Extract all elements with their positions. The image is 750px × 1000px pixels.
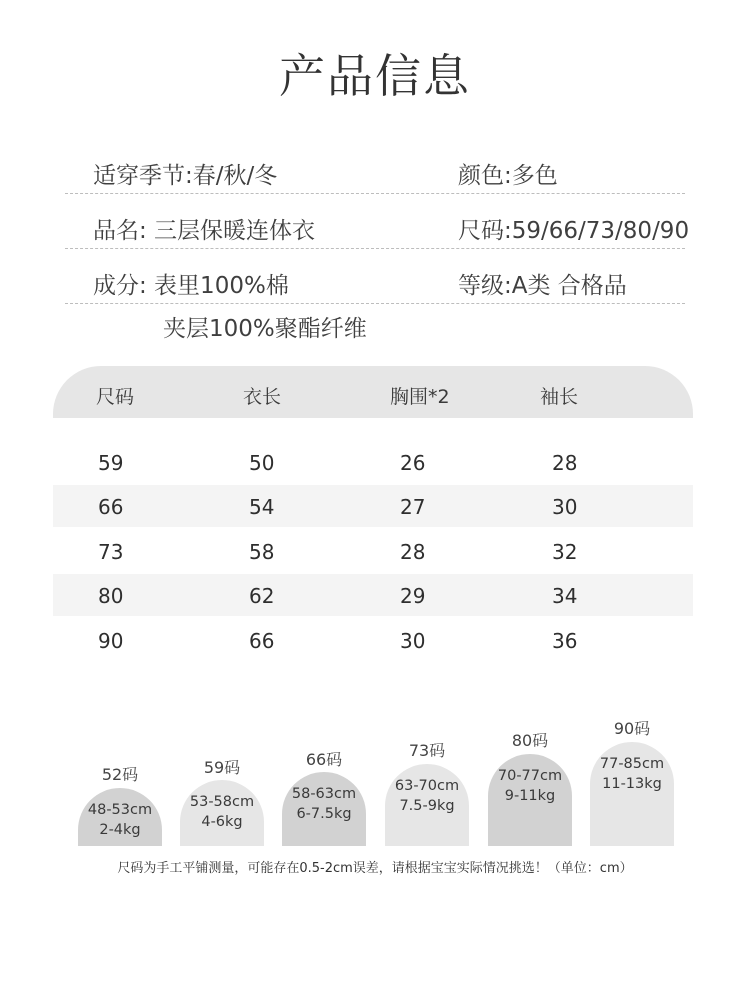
cell-size: 73	[98, 540, 124, 564]
cell-length: 54	[249, 495, 275, 519]
cell-size: 66	[98, 495, 124, 519]
size-guide-range: 70-77cm	[497, 768, 563, 784]
size-guide-arch	[78, 788, 162, 846]
size-guide-arch	[385, 764, 469, 846]
size-guide-weight: 4-6kg	[201, 814, 243, 830]
size-guide-label: 80码	[511, 731, 549, 750]
cell-length: 66	[249, 629, 275, 653]
cell-sleeve: 36	[552, 629, 578, 653]
info-row-season-color	[65, 157, 685, 194]
cell-chest: 28	[400, 540, 426, 564]
size-guide-arch	[282, 772, 366, 846]
size-guide-weight: 2-4kg	[99, 822, 141, 838]
table-row	[53, 530, 693, 572]
table-row	[53, 441, 693, 483]
cell-length: 62	[249, 584, 275, 608]
cell-length: 50	[249, 451, 275, 475]
table-row	[53, 485, 693, 527]
size-guide-arch	[488, 754, 572, 846]
header-chest: 胸围*2	[390, 386, 450, 408]
cell-size: 90	[98, 629, 124, 653]
info-row-name-sizes	[65, 212, 690, 249]
size-guide-arch	[590, 742, 674, 846]
size-guide-range: 48-53cm	[87, 802, 153, 818]
size-guide-label: 59码	[203, 758, 241, 777]
header-length: 衣长	[243, 386, 282, 408]
cell-sleeve: 32	[552, 540, 578, 564]
size-guide-label: 90码	[613, 719, 651, 738]
season-text: 适穿季节:春/秋/冬	[93, 163, 278, 189]
cell-sleeve: 30	[552, 495, 578, 519]
size-guide-weight: 6-7.5kg	[296, 806, 352, 822]
cell-size: 80	[98, 584, 124, 608]
grade-text: 等级:A类 合格品	[458, 273, 627, 299]
size-guide-range: 53-58cm	[189, 794, 255, 810]
cell-chest: 26	[400, 451, 426, 475]
size-guide-weight: 11-13kg	[602, 776, 662, 792]
size-guide-arch	[180, 780, 264, 846]
header-sleeve: 袖长	[540, 386, 579, 408]
cell-chest: 29	[400, 584, 426, 608]
color-text: 颜色:多色	[458, 163, 558, 189]
product-name-text: 品名: 三层保暖连体衣	[93, 218, 316, 244]
composition-text: 成分: 表里100%棉	[93, 273, 289, 299]
table-row	[53, 619, 693, 661]
info-row-composition-grade	[65, 267, 685, 304]
size-guide-range: 77-85cm	[599, 756, 665, 772]
size-guide-label: 73码	[408, 741, 446, 760]
size-guide-weight: 9-11kg	[504, 788, 556, 804]
table-row	[53, 574, 693, 616]
size-guide-range: 58-63cm	[291, 786, 357, 802]
sizes-text: 尺码:59/66/73/80/90	[458, 218, 690, 244]
header-size: 尺码	[96, 386, 135, 408]
cell-chest: 30	[400, 629, 426, 653]
cell-size: 59	[98, 451, 124, 475]
size-guide-weight: 7.5-9kg	[399, 798, 455, 814]
page-title: 产品信息	[279, 49, 471, 103]
cell-chest: 27	[400, 495, 426, 519]
composition-line2-text: 夹层100%聚酯纤维	[163, 316, 367, 342]
cell-length: 58	[249, 540, 275, 564]
cell-sleeve: 34	[552, 584, 578, 608]
size-guide-label: 52码	[101, 765, 139, 784]
size-guide-label: 66码	[305, 750, 343, 769]
size-guide-range: 63-70cm	[394, 778, 460, 794]
measurement-note: 尺码为手工平铺测量，可能存在0.5-2cm误差，请根据宝宝实际情况挑选！（单位：cm）	[117, 861, 633, 876]
size-table-header	[53, 366, 693, 418]
cell-sleeve: 28	[552, 451, 578, 475]
